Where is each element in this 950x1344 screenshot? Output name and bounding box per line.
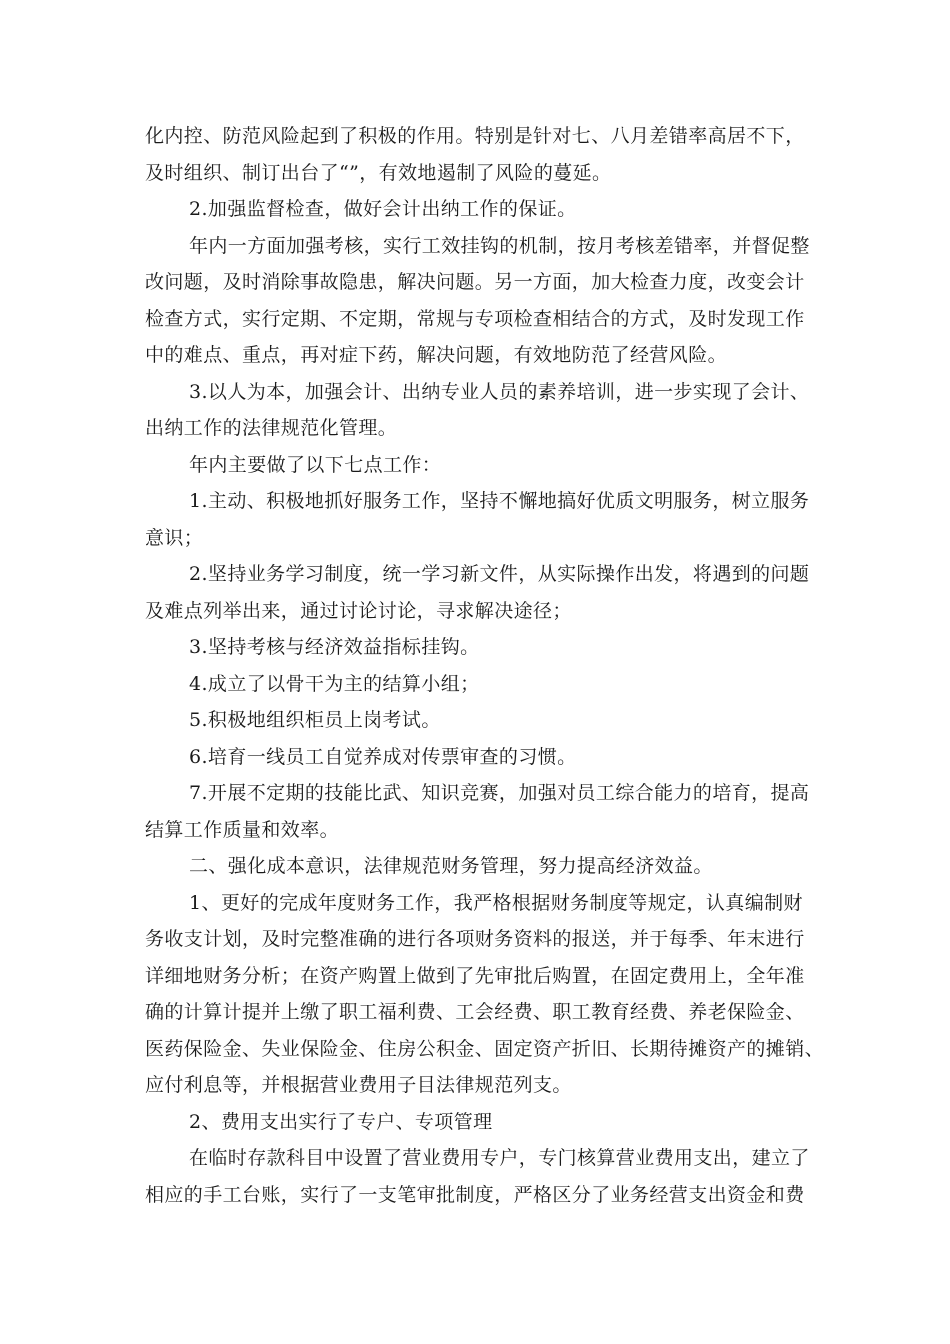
text-line: 2.坚持业务学习制度，统一学习新文件，从实际操作出发，将遇到的问题: [189, 563, 810, 585]
text-line: 详细地财务分析；在资产购置上做到了先审批后购置，在固定费用上，全年准: [145, 964, 805, 987]
text-line: 医药保险金、失业保险金、住房公积金、固定资产折旧、长期待摊资产的摊销、: [145, 1037, 825, 1060]
text-line: 结算工作质量和效率。: [145, 818, 340, 841]
text-line: 年内主要做了以下七点工作：: [189, 453, 442, 476]
document-page: [145, 118, 825, 1213]
text-line: 中的难点、重点，再对症下药，解决问题，有效地防范了经营风险。: [145, 344, 728, 366]
text-line: 在临时存款科目中设置了营业费用专户，专门核算营业费用支出，建立了: [189, 1147, 810, 1169]
text-line: 改问题，及时消除事故隐患，解决问题。另一方面，加大检查力度，改变会计: [145, 271, 805, 293]
text-line: 检查方式，实行定期、不定期，常规与专项检查相结合的方式，及时发现工作: [145, 307, 805, 330]
text-line: 2、费用支出实行了专户、专项管理: [189, 1110, 493, 1133]
text-line: 意识；: [145, 526, 204, 549]
text-line: 1、更好的完成年度财务工作，我严格根据财务制度等规定，认真编制财: [189, 891, 803, 914]
text-line: 相应的手工台账，实行了一支笔审批制度，严格区分了业务经营支出资金和费: [145, 1183, 805, 1206]
document-body: [145, 118, 825, 1213]
text-line: 5.积极地组织柜员上岗考试。: [189, 709, 441, 731]
text-line: 务收支计划，及时完整准确的进行各项财务资料的报送，并于每季、年末进行: [145, 928, 805, 950]
text-line: 应付利息等，并根据营业费用子目法律规范列支。: [145, 1074, 572, 1096]
text-line: 6.培育一线员工自觉养成对传票审查的习惯。: [189, 745, 577, 768]
text-line: 4.成立了以骨干为主的结算小组；: [189, 672, 480, 695]
text-line: 3.坚持考核与经济效益指标挂钩。: [189, 636, 480, 658]
text-line: 年内一方面加强考核，实行工效挂钩的机制，按月考核差错率，并督促整: [189, 234, 810, 257]
text-line: 及难点列举出来，通过讨论讨论，寻求解决途径；: [145, 599, 572, 622]
text-line: 确的计算计提并上缴了职工福利费、工会经费、职工教育经费、养老保险金、: [145, 1001, 805, 1023]
text-line: 7.开展不定期的技能比武、知识竞赛，加强对员工综合能力的培育，提高: [189, 782, 810, 804]
text-line: 二、强化成本意识，法律规范财务管理，努力提高经济效益。: [189, 855, 713, 877]
text-line: 2.加强监督检查，做好会计出纳工作的保证。: [189, 198, 577, 220]
text-line: 3.以人为本，加强会计、出纳专业人员的素养培训，进一步实现了会计、: [189, 380, 810, 403]
text-line: 1.主动、积极地抓好服务工作，坚持不懈地搞好优质文明服务，树立服务: [189, 490, 810, 512]
text-line: 及时组织、制订出台了“”，有效地遏制了风险的蔓延。: [145, 161, 612, 184]
text-line: 化内控、防范风险起到了积极的作用。特别是针对七、八月差错率高居不下，: [145, 125, 805, 147]
text-line: 出纳工作的法律规范化管理。: [145, 417, 398, 439]
